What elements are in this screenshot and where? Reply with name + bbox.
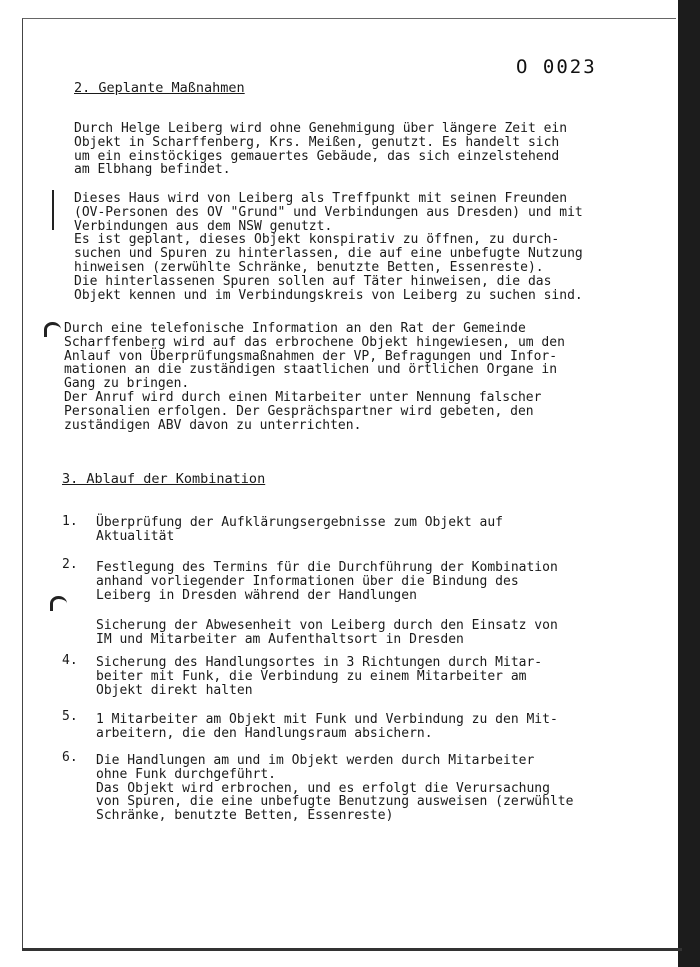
section-2-heading: 2. Geplante Maßnahmen — [74, 80, 245, 96]
section-2-paragraph-3: Durch eine telefonische Information an den Rat der Gemeinde Scharffenberg wird auf das erbrochene Objekt hingewiesen, um den Anlauf von Überprüfungsmaßnahmen der VP, Befragungen und Infor- mationen an die zuständigen staatlichen und örtlichen Organe in Gang zu bringen. Der Anruf wird durch einen Mitarbeiter unter Nennung falscher Personalien erfolgen. Der Gesprächspartner wird gebeten, den zuständigen ABV davon zu unterrichten. — [64, 321, 565, 433]
archive-stamp-number: O 0023 — [516, 56, 597, 78]
list-item-text: Sicherung des Handlungsortes in 3 Richtungen durch Mitar- beiter mit Funk, die Verbindung zu einem Mitarbeiter am Objekt direkt halten — [96, 655, 543, 698]
list-item-number: 6. — [62, 750, 78, 765]
section-2-paragraph-2: Dieses Haus wird von Leiberg als Treffpunkt mit seinen Freunden (OV-Personen des OV "Grund" und Verbindungen aus Dresden) und mit Verbindungen aus dem NSW genutzt. Es ist geplant, dieses Objekt konspirativ zu öffnen, zu durch- suchen und Spuren zu hinterlassen, die auf eine unbefugte Nutzung hinweisen (zerwühlte Schränke, benutzte Betten, Essenreste). Die hinterlassenen Spuren sollen auf Täter hinweisen, die das Objekt kennen und im Verbindungskreis von Leiberg zu suchen sind. — [74, 191, 583, 303]
margin-mark-icon — [50, 596, 67, 611]
scan-edge-right — [678, 0, 700, 967]
list-item-number: 5. — [62, 709, 78, 724]
list-item-number — [62, 614, 78, 629]
section-3-heading: 3. Ablauf der Kombination — [62, 471, 266, 487]
list-item-text: Festlegung des Termins für die Durchführung der Kombination anhand vorliegender Informationen über die Bindung des Leiberg in Dresden während der Handlungen — [96, 560, 558, 603]
list-item-number: 4. — [62, 653, 78, 668]
margin-mark-icon — [44, 322, 61, 337]
list-item-number: 2. — [62, 557, 78, 572]
margin-mark-line — [52, 190, 54, 230]
list-item-text: Die Handlungen am und im Objekt werden durch Mitarbeiter ohne Funk durchgeführt. Das Objekt wird erbrochen, und es erfolgt die Verursachung von Spuren, die eine unbefugte Benutzung ausweisen (zerwühlte Schränke, benutzte Betten, Essenreste) — [96, 753, 574, 824]
scan-edge-bottom — [22, 948, 682, 951]
list-item-text: Überprüfung der Aufklärungsergebnisse zum Objekt auf Aktualität — [96, 515, 503, 544]
section-2-paragraph-1: Durch Helge Leiberg wird ohne Genehmigung über längere Zeit ein Objekt in Scharffenberg, Krs. Meißen, genutzt. Es handelt sich um ein einstöckiges gemauertes Gebäude, das sich einzelstehend am Elbhang befindet. — [74, 121, 568, 178]
list-item-number: 1. — [62, 514, 78, 529]
list-item-text: 1 Mitarbeiter am Objekt mit Funk und Verbindung zu den Mit- arbeitern, die den Handlungsraum absichern. — [96, 712, 558, 741]
list-item-text: Sicherung der Abwesenheit von Leiberg durch den Einsatz von IM und Mitarbeiter am Aufenthaltsort in Dresden — [96, 618, 558, 647]
